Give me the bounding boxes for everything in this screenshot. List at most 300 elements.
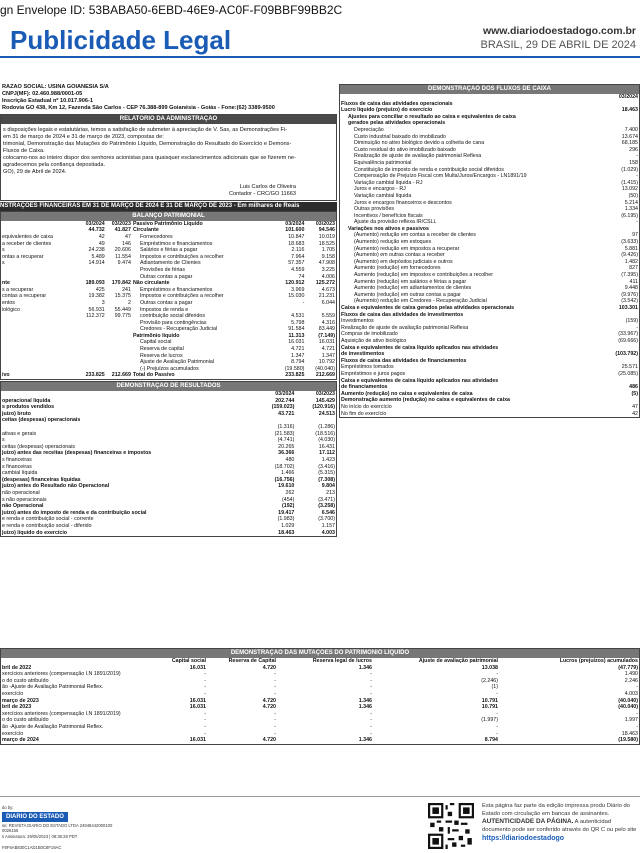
asset-value-2024	[80, 359, 106, 366]
liability-value-2024: 7.964	[291, 253, 305, 260]
asset-label: iológico	[2, 306, 20, 313]
balance-row	[1, 260, 336, 267]
liability-value-2024: 4.559	[291, 266, 305, 273]
asset-value-2023: 2	[127, 299, 131, 306]
cash-flow-row	[340, 371, 639, 378]
equity-value: 1.346	[358, 697, 372, 704]
cash-flow-value	[588, 312, 639, 319]
equity-value: -	[496, 723, 498, 730]
page-footer	[0, 796, 640, 853]
cash-flow-value	[588, 358, 639, 365]
income-row	[1, 417, 336, 424]
liability-label: Outras contas a pagar	[139, 273, 193, 280]
equity-row	[1, 698, 639, 705]
equity-value: (47.779)	[618, 664, 638, 671]
equity-value: 13.038	[481, 664, 498, 671]
liability-value-2024: 101.600	[285, 227, 305, 234]
balance-row	[1, 346, 336, 353]
cash-flow-row	[340, 206, 639, 213]
income-label: ceitas (despesas) operacionais	[2, 417, 81, 424]
equity-column-header: Reserva legal de lucros	[312, 658, 372, 664]
asset-label: equivalentes de caixa	[2, 233, 53, 240]
liability-value-2023: 5.559	[321, 313, 335, 320]
equity-label: xercícios anteriores (compensação I.N 1891/2019)	[2, 671, 121, 678]
balance-row	[1, 320, 336, 327]
cash-flow-label: Aumento (redução) em outras contas a pagar	[354, 291, 461, 298]
cash-flow-row	[340, 193, 639, 200]
liability-label: Credores - Recuperação Judicial	[139, 326, 218, 333]
equity-value: 8.794	[484, 737, 498, 744]
cash-flow-label: Aquisição de ativo biológico	[341, 337, 407, 344]
equity-value: -	[370, 723, 372, 730]
cash-flow-row	[340, 173, 639, 180]
income-row	[1, 431, 336, 438]
balance-row	[1, 300, 336, 307]
income-row	[1, 503, 336, 510]
management-report	[0, 114, 337, 201]
balance-row	[1, 280, 336, 287]
cash-flow-value	[588, 114, 639, 121]
cash-flow-row	[340, 378, 639, 385]
cash-flow-row	[340, 391, 639, 398]
liability-value-2023: (40.040)	[315, 365, 335, 372]
cash-flow-label: Compensação de Prejuízo Fiscal com Multa/Juros/Encargos - LN1891/19	[354, 173, 527, 180]
asset-label: contas a recuperar	[2, 293, 47, 300]
seal-line: F8F6AB830C1AD1B0C8F19AC	[2, 844, 62, 850]
income-value-2024: 19.417	[278, 509, 295, 516]
cash-flow-value: (25.085)	[618, 370, 638, 377]
liability-label: (-) Prejuízos acumulados	[139, 365, 199, 372]
income-row	[1, 457, 336, 464]
liability-value-2024	[275, 307, 306, 314]
cash-flow-value: -	[636, 173, 638, 180]
income-statement	[0, 381, 337, 537]
liability-value-2023: 10.019	[318, 233, 335, 240]
equity-row	[1, 678, 639, 685]
signature-seal	[2, 805, 142, 850]
balance-row	[1, 267, 336, 274]
asset-value-2023: 03/2023	[111, 220, 131, 227]
income-row	[1, 490, 336, 497]
asset-value-2023: 15.375	[114, 293, 131, 300]
asset-label: nte	[2, 280, 10, 287]
equity-value: 16.031	[189, 704, 206, 711]
equity-label: o do custo atribuído	[2, 717, 49, 724]
cash-flow-label: Incentivos / benefícios fiscais	[354, 212, 423, 219]
equity-changes	[0, 648, 640, 745]
equity-label: exercício	[2, 730, 24, 737]
cash-flow-value	[588, 226, 639, 233]
cash-flow-value: 827	[629, 265, 638, 272]
equity-row	[1, 731, 639, 738]
liability-label: Adiantamento de Clientes	[139, 260, 201, 267]
cash-flow-value: 42	[632, 410, 638, 417]
cash-flow-row	[340, 318, 639, 325]
cash-flow-value	[588, 397, 639, 404]
cash-flow-value: 5.881	[624, 245, 638, 252]
cash-flow-label: Caixa e equivalentes de caixa líquido aplicados nas atividades	[341, 377, 499, 384]
cash-flow-label: Realização de ajuste de avaliação patrimonial Reflexa	[341, 324, 469, 331]
liability-value-2023: 1.705	[321, 247, 335, 254]
cash-flow-label: (Aumento) em outras contas a receber	[354, 252, 445, 259]
cash-flow-row	[340, 200, 639, 207]
equity-value: -	[370, 677, 372, 684]
income-value-2024: 43.721	[278, 410, 295, 417]
cash-flow-value	[588, 101, 639, 108]
equity-value: -	[370, 717, 372, 724]
liability-value-2023: 4.673	[321, 286, 335, 293]
equity-value: -	[496, 710, 498, 717]
asset-value-2023	[106, 320, 132, 327]
asset-label	[1, 353, 80, 360]
cash-flow-row	[340, 338, 639, 345]
qr-code-icon[interactable]	[428, 803, 474, 849]
equity-value: 4.003	[624, 690, 638, 697]
cash-flow-value: (1.415)	[621, 179, 638, 186]
liability-label: Empréstimos e financiamentos	[139, 286, 213, 293]
liability-label: Reserva de lucros	[139, 352, 183, 359]
cash-flow-value: 68.185	[621, 140, 638, 147]
equity-label: ão -Ajuste de Avaliação Patrimonial Reflex.	[2, 723, 104, 730]
liability-label: Provisão para contingências	[139, 319, 207, 326]
report-line: Fluxos de Caixa.	[3, 147, 45, 154]
cash-flow-label: (Aumento) redução em impostos a recuperar	[354, 245, 460, 252]
cash-flow-table	[340, 94, 639, 417]
cash-flow-label: Juros e encargos financeiros e descontos	[354, 199, 452, 206]
asset-value-2024	[80, 333, 106, 340]
asset-value-2023: 241	[122, 286, 131, 293]
equity-row	[1, 737, 639, 744]
cash-flow-row	[340, 325, 639, 332]
cash-flow-value: (50)	[628, 192, 638, 199]
liability-label: Circulante	[132, 227, 159, 234]
liability-value-2024: 4.531	[291, 313, 305, 320]
cash-flow-label: Outras provisões	[354, 206, 395, 213]
cash-flow-row	[340, 345, 639, 352]
income-value-2024: 262	[285, 489, 295, 496]
asset-value-2024: 189.093	[85, 280, 105, 287]
liability-value-2023: 3.225	[321, 266, 335, 273]
liability-value-2024: 233.825	[285, 372, 305, 379]
asset-value-2023	[106, 267, 132, 274]
income-row	[1, 470, 336, 477]
equity-value: -	[204, 677, 206, 684]
asset-value-2023: 9.474	[117, 260, 131, 267]
income-label: (despesas) financeiras líquidas	[2, 476, 81, 483]
cash-flow-row	[340, 312, 639, 319]
liability-value-2023	[305, 307, 336, 314]
income-value-2024	[255, 417, 296, 424]
masthead-date: BRASIL, 29 DE ABRIL DE 2024	[480, 39, 636, 51]
cash-flow-value: 13.674	[621, 133, 638, 140]
cash-flow-header: DEMONSTRAÇÃO DOS FLUXOS DE CAIXA	[340, 85, 639, 94]
cash-flow-label: Variações nos ativos e passivos	[348, 225, 429, 232]
cash-flow-row	[340, 127, 639, 134]
cash-flow-row	[340, 239, 639, 246]
equity-column-header: Ajuste de avaliação patrimonial	[418, 658, 498, 664]
equity-value: -	[370, 671, 372, 678]
equity-value: -	[204, 730, 206, 737]
income-value-2023: 1.157	[321, 522, 335, 529]
income-value-2024: 20.265	[278, 443, 295, 450]
liability-label: Impostos e contribuições a recolher	[139, 253, 224, 260]
equity-value: -	[274, 677, 276, 684]
income-value-2023: 6.546	[321, 509, 335, 516]
income-label: e renda e contribuição social - corrente	[2, 516, 94, 523]
balance-row	[1, 293, 336, 300]
income-row	[1, 404, 336, 411]
income-value-2023: (1.286)	[318, 424, 335, 431]
asset-label	[1, 346, 80, 353]
report-line: s disposições legais e estatutárias, temos a satisfação de submeter à apreciação de V. Sas, as Demonstrações Fi-	[3, 126, 287, 133]
cash-flow-label: Lucro líquido (prejuízo) do exercício	[341, 107, 433, 114]
cash-flow-row	[340, 272, 639, 279]
equity-changes-header: DEMONSTRAÇÃO DAS MUTAÇÕES DO PATRIMÔNIO LÍQUIDO	[1, 649, 639, 658]
equity-value: 4.720	[262, 704, 276, 711]
cash-flow-value	[588, 378, 639, 385]
liability-value-2024: 8.794	[291, 359, 305, 366]
income-label: juízo) antes do Resultado não Operacional	[2, 483, 110, 490]
cash-flow-label: Fluxos de caixa das atividades operacionais	[341, 100, 453, 107]
cash-flow-label: No início do exercício	[341, 403, 392, 410]
asset-label: a receber de clientes	[2, 240, 52, 247]
income-label: juízo) bruto	[2, 410, 31, 417]
cash-flow-label: Constituição de imposto de renda e contribuição social diferidos	[354, 166, 504, 173]
equity-value: 1.346	[358, 704, 372, 711]
cash-flow-value: (3.633)	[621, 239, 638, 246]
income-label: s produtos vendidos	[2, 404, 55, 411]
income-value-2023: (3.700)	[318, 516, 335, 523]
income-value-2023: 24.513	[318, 410, 335, 417]
balance-row	[1, 247, 336, 254]
asset-value-2023	[106, 366, 132, 373]
cash-flow-value: -	[636, 153, 638, 160]
cash-flow-label: Aumento (redução) em fornecedores	[354, 265, 441, 272]
income-row	[1, 477, 336, 484]
cash-flow-row	[340, 246, 639, 253]
asset-value-2024: 14.914	[88, 260, 105, 267]
balance-row	[1, 333, 336, 340]
equity-value: 4.720	[262, 664, 276, 671]
company-name: RAZÃO SOCIAL: USINA GOIANESIA S/A	[2, 84, 109, 90]
cash-flow-row	[340, 397, 639, 404]
asset-value-2024: 233.825	[85, 372, 105, 379]
liability-label: Capital social	[139, 339, 172, 346]
asset-value-2023: 170.842	[111, 280, 131, 287]
cash-flow-label: Aumento (redução) no caixa e equivalentes de caixa	[341, 390, 473, 397]
equity-label: março de 2023	[2, 697, 39, 704]
cash-flow-label: (Aumento) redução em contas a receber de clientes	[354, 232, 476, 239]
cash-flow-value: (1.029)	[621, 166, 638, 173]
balance-row	[1, 326, 336, 333]
liability-value-2024: 10.847	[288, 233, 305, 240]
report-line: GO), 29 de Abril de 2024.	[3, 168, 67, 175]
cash-flow-value: 296	[629, 146, 638, 153]
asset-label: ivo	[2, 372, 10, 379]
liability-label: Ajuste de Avaliação Patrimonial	[139, 359, 215, 366]
income-value-2023: 16.431	[318, 443, 335, 450]
income-value-2024: (16.756)	[274, 476, 295, 483]
cash-flow-row	[340, 298, 639, 305]
cash-flow-row	[340, 404, 639, 411]
cash-flow-value: 97	[632, 232, 638, 239]
liability-value-2023: 47.908	[318, 260, 335, 267]
equity-value: (40.040)	[618, 697, 638, 704]
income-label: não Operacional	[2, 503, 44, 510]
cash-flow-label: Custo residual do ativo imobilizado baixado	[354, 146, 456, 153]
income-value-2024: 202.744	[275, 397, 295, 404]
balance-row	[1, 372, 336, 379]
income-row	[1, 424, 336, 431]
balance-sheet-header: BALANÇO PATRIMONIAL	[1, 212, 336, 221]
liability-label: contribuição social diferidos	[139, 313, 206, 320]
asset-value-2024: 5.489	[91, 253, 105, 260]
management-report-body	[1, 124, 336, 178]
footnote-text: Esta página faz parte da edição impressa produ Diário do Estado com circulação em bancas de assinantes.	[482, 803, 630, 817]
asset-value-2023: 99.775	[114, 313, 131, 320]
cash-flow-label: Investimentos	[341, 318, 374, 325]
asset-value-2023: 11.554	[115, 253, 131, 260]
cash-flow-value: 1.334	[624, 206, 638, 213]
liability-value-2023: 16.031	[318, 339, 335, 346]
balance-row	[1, 359, 336, 366]
equity-value: 10.791	[481, 697, 498, 704]
equity-value: -	[636, 710, 638, 717]
income-value-2023: (4.030)	[318, 437, 335, 444]
financial-statements-header: NSTRAÇÕES FINANCEIRAS EM 31 DE MARÇO DE 2024 E 31 DE MARÇO DE 2023 - Em milhares de Reais	[0, 202, 337, 211]
liability-value-2023: 125.272	[315, 280, 335, 287]
asset-value-2024	[80, 346, 106, 353]
cash-flow-label: Aumento (redução) em adiantamentos de clientes	[354, 285, 472, 292]
asset-value-2023: 212.669	[111, 372, 131, 379]
equity-value: 2.246	[624, 677, 638, 684]
equity-value: -	[496, 730, 498, 737]
income-value-2024: 480	[285, 456, 295, 463]
cash-flow-row	[340, 411, 639, 418]
asset-value-2024: 49	[98, 240, 105, 247]
balance-row	[1, 254, 336, 261]
asset-label	[1, 313, 80, 320]
cash-flow-row	[340, 213, 639, 220]
verification-link[interactable]: https://diariodoestadogo	[482, 835, 565, 843]
balance-sheet-table	[1, 221, 336, 379]
income-row	[1, 398, 336, 405]
asset-label: entos	[2, 299, 15, 306]
cash-flow-row	[340, 232, 639, 239]
liability-label: Reserva de capital	[139, 346, 184, 353]
liability-value-2024: 03/2024	[285, 220, 305, 227]
equity-label: março de 2024	[2, 737, 39, 744]
equity-row	[1, 724, 639, 731]
cash-flow-value: 9.448	[624, 285, 638, 292]
cash-flow-row	[340, 364, 639, 371]
balance-row	[1, 307, 336, 314]
liability-label: Passivo Patrimônio Líquido	[132, 220, 203, 227]
seal-line: 0026155	[2, 828, 19, 834]
asset-value-2023	[106, 339, 132, 346]
equity-value: -	[204, 710, 206, 717]
income-value-2023: 213	[326, 489, 335, 496]
asset-label	[1, 274, 80, 281]
asset-value-2023: 55.449	[114, 306, 131, 313]
cash-flow-label: Variação cambial líquida	[354, 192, 412, 199]
cash-flow-label: Empréstimos e juros pagos	[341, 370, 406, 377]
asset-label	[1, 227, 80, 234]
equity-value: -	[636, 723, 638, 730]
cash-flow-value: 1.482	[624, 258, 638, 265]
equity-value: -	[370, 690, 372, 697]
cash-flow-value: 158	[629, 159, 638, 166]
equity-changes-table	[1, 658, 639, 744]
cash-flow-row	[340, 101, 639, 108]
asset-label	[1, 267, 80, 274]
equity-column-header: Capital social	[171, 658, 206, 664]
equity-label: bril de 2022	[2, 664, 32, 671]
income-label: não operacional	[2, 489, 40, 496]
equity-value: -	[204, 671, 206, 678]
asset-label: s a recuperar	[2, 286, 34, 293]
equity-value: 1.490	[624, 671, 638, 678]
liability-value-2023: 212.669	[315, 372, 335, 379]
income-value-2023: 1.423	[321, 456, 335, 463]
asset-value-2023: 47	[125, 233, 131, 240]
income-row	[1, 450, 336, 457]
liability-value-2024: 57.357	[288, 260, 305, 267]
income-label: operacional líquida	[2, 397, 51, 404]
equity-value: (19.580)	[618, 737, 638, 744]
seal-line: s Assinatura: 29/05/2023 | 08:36:28 PDT	[2, 834, 78, 840]
liability-label: Patrimônio líquido	[132, 332, 180, 339]
asset-value-2024: 44.732	[88, 227, 105, 234]
left-column	[0, 84, 337, 538]
asset-value-2024: 19.382	[88, 293, 105, 300]
cash-flow-value: (9.426)	[621, 252, 638, 259]
equity-value: (2.246)	[481, 677, 498, 684]
cash-flow-value: 5.214	[624, 199, 638, 206]
company-address: Rodovia GO 438, Km 12, Fazenda São Carlos - CEP 76.388-899 Goianésia - Goiás - Fone:(62) 3389-9500	[2, 104, 275, 111]
cash-flow-label: de investimentos	[341, 351, 385, 358]
cash-flow-row	[340, 351, 639, 358]
cash-flow-row	[340, 153, 639, 160]
liability-value-2023: 10.792	[318, 359, 335, 366]
equity-row	[1, 665, 639, 672]
masthead-site: www.diariodoestadogo.com.br	[482, 25, 636, 37]
balance-row	[1, 274, 336, 281]
cash-flow-label: (Aumento) em depósitos judiciais e outros	[354, 258, 453, 265]
equity-row	[1, 691, 639, 698]
company-info	[0, 84, 337, 112]
cash-flow-row	[340, 107, 639, 114]
liability-value-2024: 3.969	[291, 286, 305, 293]
asset-label	[1, 359, 80, 366]
cash-flow-label: Depreciação	[354, 126, 384, 133]
management-report-header: RELATÓRIO DA ADMINISTRAÇÃO	[1, 115, 336, 124]
income-value-2023: 145.429	[315, 397, 335, 404]
income-label: juízo) líquido do exercício	[2, 529, 68, 536]
income-col-2024: 03/2024	[275, 391, 295, 398]
equity-row	[1, 717, 639, 724]
equity-value: -	[496, 690, 498, 697]
cash-flow-row	[340, 279, 639, 286]
liability-value-2023: 18.525	[318, 240, 335, 247]
income-value-2024: (1.983)	[277, 516, 295, 523]
asset-label	[1, 320, 80, 327]
equity-row	[1, 684, 639, 691]
cash-flow-label: Realização de ajuste de avaliação patrimonial Reflexa	[354, 153, 482, 160]
cash-flow-value: (103.792)	[615, 351, 638, 358]
cash-flow-label: Custo industrial baixado do imobilizado	[354, 133, 446, 140]
signer-role: Contador - CRC/GO 11663	[228, 190, 296, 197]
